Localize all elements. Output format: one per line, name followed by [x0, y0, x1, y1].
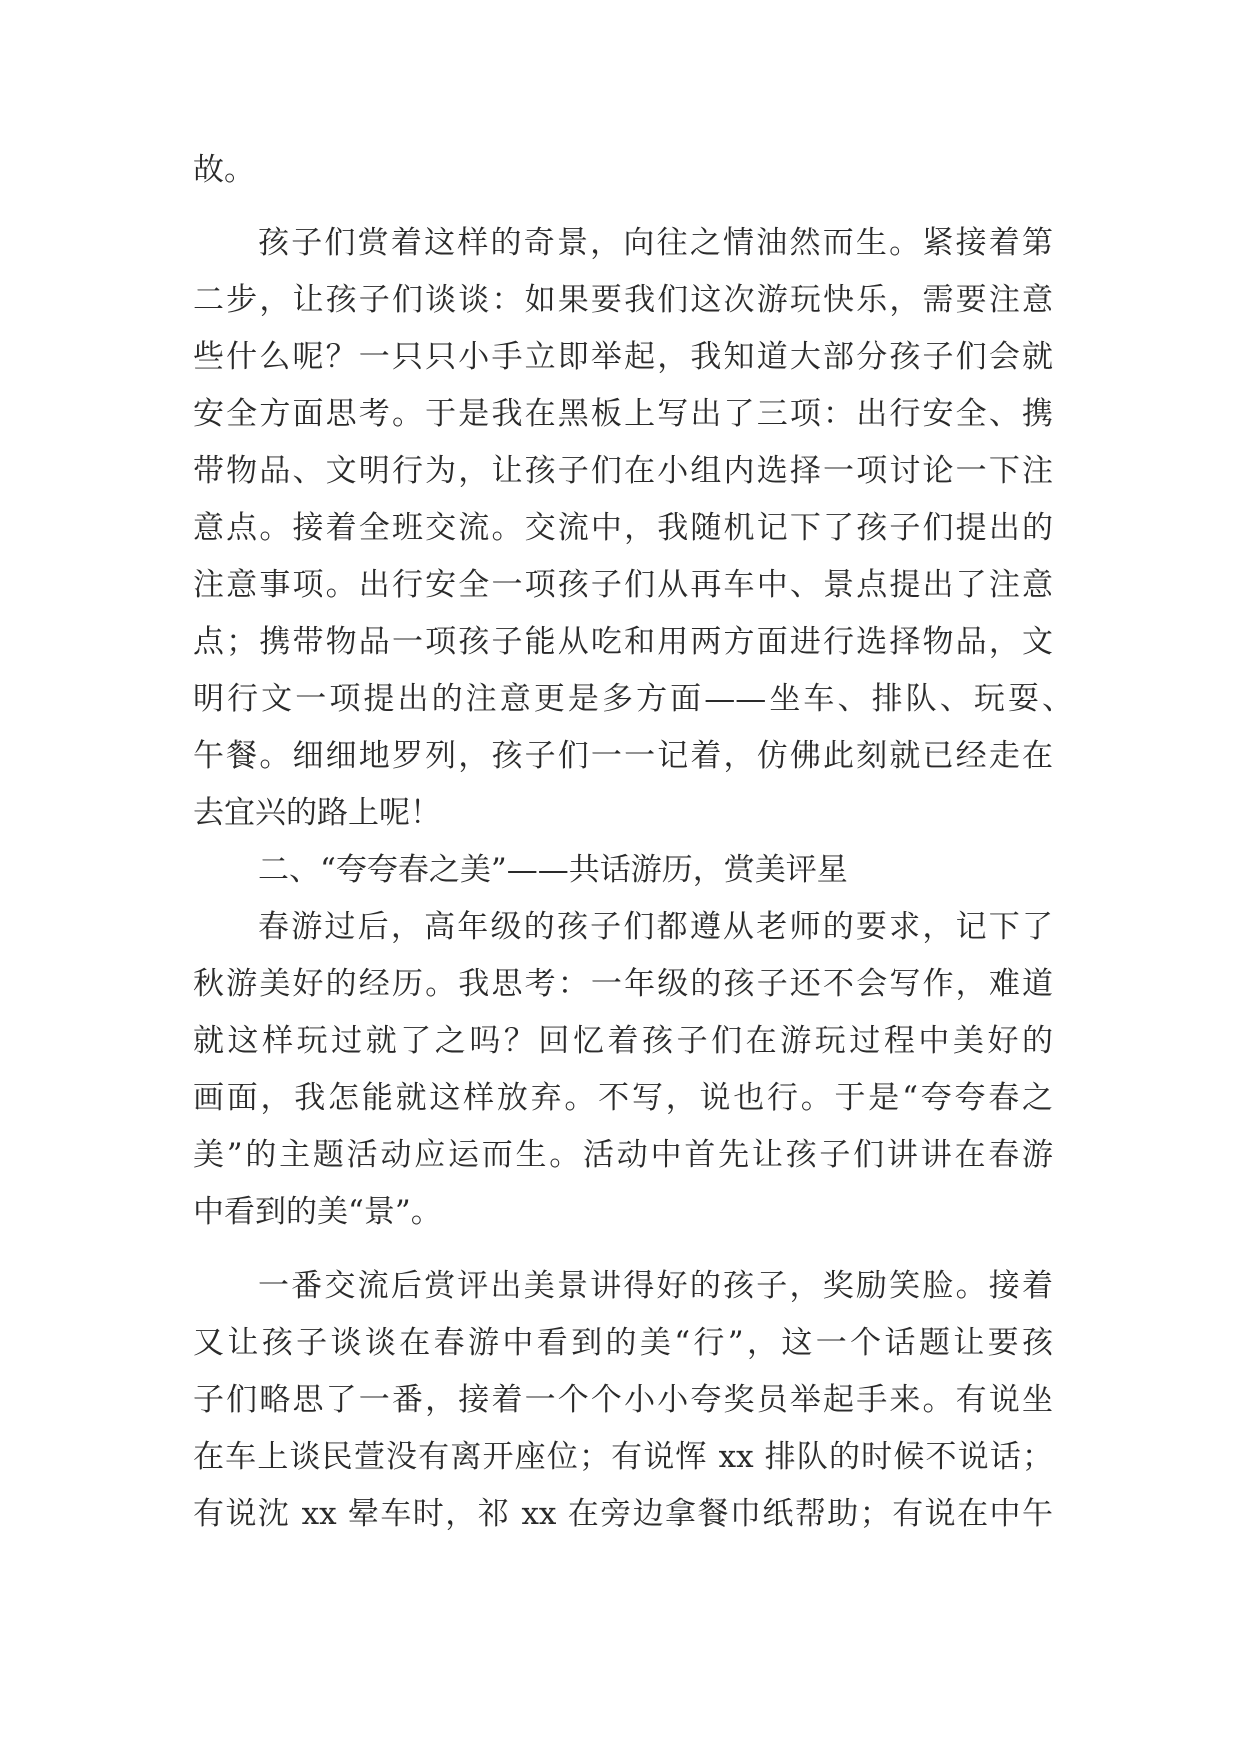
text-line: 子们略思了一番，接着一个个小小夸奖员举起手来。有说坐	[193, 1382, 1053, 1418]
text-line: 中看到的美“景”。	[193, 1194, 442, 1230]
text-line: 二步，让孩子们谈谈：如果要我们这次游玩快乐，需要注意	[193, 282, 1053, 318]
text-line: 注意事项。出行安全一项孩子们从再车中、景点提出了注意	[193, 567, 1053, 603]
text-line: 就这样玩过就了之吗？回忆着孩子们在游玩过程中美好的	[193, 1023, 1053, 1059]
text-line: 故。	[193, 152, 255, 188]
paragraph-start-line: 孩子们赏着这样的奇景，向往之情油然而生。紧接着第	[258, 225, 1053, 261]
paragraph-start-line: 春游过后，高年级的孩子们都遵从老师的要求，记下了	[258, 909, 1053, 945]
text-line: 画面，我怎能就这样放弃。不写，说也行。于是“夸夸春之	[193, 1080, 1053, 1116]
text-line: 些什么呢？一只只小手立即举起，我知道大部分孩子们会就	[193, 339, 1053, 375]
text-line: 美”的主题活动应运而生。活动中首先让孩子们讲讲在春游	[193, 1137, 1053, 1173]
text-line: 在车上谈民萱没有离开座位；有说恽 xx 排队的时候不说话；	[193, 1439, 1053, 1475]
text-line: 安全方面思考。于是我在黑板上写出了三项：出行安全、携	[193, 396, 1053, 432]
paragraph-start-line: 一番交流后赏评出美景讲得好的孩子，奖励笑脸。接着	[258, 1268, 1053, 1304]
text-line: 又让孩子谈谈在春游中看到的美“行”，这一个话题让要孩	[193, 1325, 1053, 1361]
text-line: 带物品、文明行为，让孩子们在小组内选择一项讨论一下注	[193, 453, 1053, 489]
text-line: 有说沈 xx 晕车时，祁 xx 在旁边拿餐巾纸帮助；有说在中午	[193, 1496, 1053, 1532]
text-line: 点；携带物品一项孩子能从吃和用两方面进行选择物品，文	[193, 624, 1053, 660]
text-line: 去宜兴的路上呢！	[193, 795, 441, 831]
text-line: 意点。接着全班交流。交流中，我随机记下了孩子们提出的	[193, 510, 1053, 546]
text-line: 秋游美好的经历。我思考：一年级的孩子还不会写作，难道	[193, 966, 1053, 1002]
text-line: 午餐。细细地罗列，孩子们一一记着，仿佛此刻就已经走在	[193, 738, 1053, 774]
text-line: 明行文一项提出的注意更是多方面——坐车、排队、玩耍、	[193, 681, 1073, 717]
section-heading: 二、“夸夸春之美”——共话游历，赏美评星	[258, 852, 848, 888]
